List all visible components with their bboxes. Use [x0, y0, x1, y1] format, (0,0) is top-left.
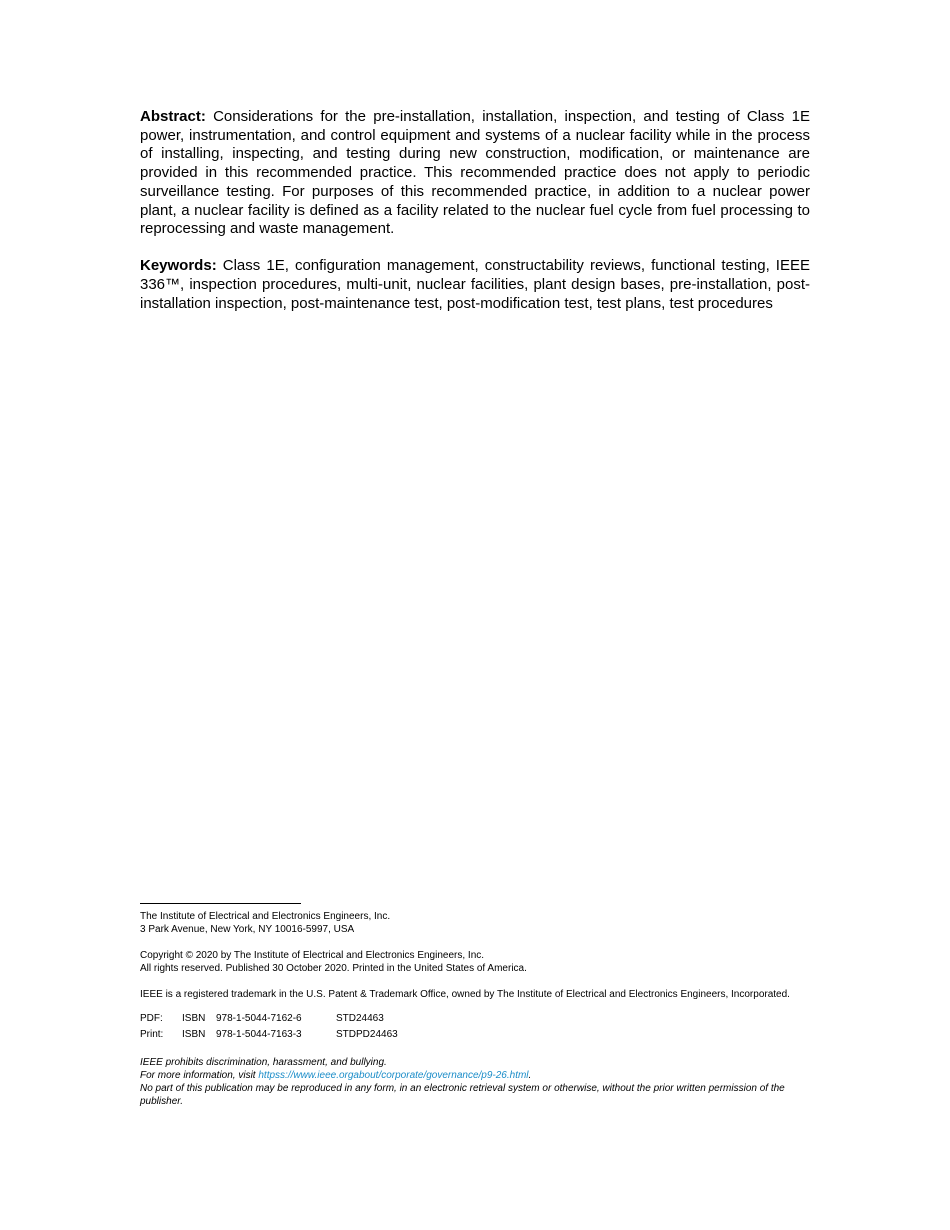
more-info-prefix: For more information, visit [140, 1070, 259, 1081]
isbn-format: Print: [140, 1029, 164, 1040]
trademark-notice: IEEE is a registered trademark in the U.S. Patent & Trademark Office, owned by The Institute of Electrical and Electronics Engineers, Incorporated. [140, 989, 790, 1000]
reproduction-notice: No part of this publication may be reproduced in any form, in an electronic retrieval system or otherwise, without the prior written permission of the publisher. [140, 1083, 785, 1107]
keywords-text: Class 1E, configuration management, constructability reviews, functional testing, IEEE 336™, inspection procedures, multi-unit, nuclear facilities, plant design bases, pre-installation, post-installation inspection, post-maintenance test, post-modification test, test plans, test procedures [140, 257, 810, 312]
rights-line: All rights reserved. Published 30 October 2020. Printed in the United States of America. [140, 963, 527, 974]
isbn-number: 978-1-5044-7163-3 [216, 1029, 302, 1040]
publisher-name: The Institute of Electrical and Electronics Engineers, Inc. [140, 911, 391, 922]
footnote-section [140, 903, 811, 1108]
isbn-row-pdf [140, 1011, 398, 1027]
abstract-paragraph [140, 108, 810, 239]
std-number: STDPD24463 [336, 1029, 398, 1040]
legal-notice [140, 1056, 811, 1108]
keywords-label: Keywords: [140, 257, 217, 275]
isbn-label: ISBN [182, 1013, 206, 1024]
std-number: STD24463 [336, 1013, 384, 1024]
isbn-table [140, 1011, 398, 1043]
copyright-line: Copyright © 2020 by The Institute of Electrical and Electronics Engineers, Inc. [140, 950, 485, 961]
keywords-paragraph [140, 257, 810, 313]
publisher-address: 3 Park Avenue, New York, NY 10016-5997, USA [140, 924, 355, 935]
footnote-rule [140, 903, 301, 904]
more-info-line [140, 1069, 811, 1082]
more-info-suffix: . [528, 1070, 532, 1081]
isbn-format: PDF: [140, 1013, 163, 1024]
abstract-text: Considerations for the pre-installation, installation, inspection, and testing of Class 1E power, instrumentation, and control equipment and systems of a nuclear facility while in the process of installing, inspecting, and testing during new construction, modification, or maintenance are provided in this recommended practice. This recommended practice does not apply to periodic surveillance testing. For purposes of this recommended practice, in addition to a nuclear power plant, a nuclear facility is defined as a facility related to the nuclear fuel cycle from fuel processing to reprocessing and waste management. [140, 108, 810, 238]
governance-link[interactable]: httpss://www.ieee.orgabout/corporate/governance/p9-26.html [258, 1070, 529, 1081]
discrimination-notice: IEEE prohibits discrimination, harassment, and bullying. [140, 1057, 387, 1068]
isbn-label: ISBN [182, 1029, 206, 1040]
abstract-keywords-section [140, 108, 810, 314]
abstract-label: Abstract: [140, 108, 206, 125]
isbn-number: 978-1-5044-7162-6 [216, 1013, 302, 1024]
isbn-row-print [140, 1027, 398, 1043]
